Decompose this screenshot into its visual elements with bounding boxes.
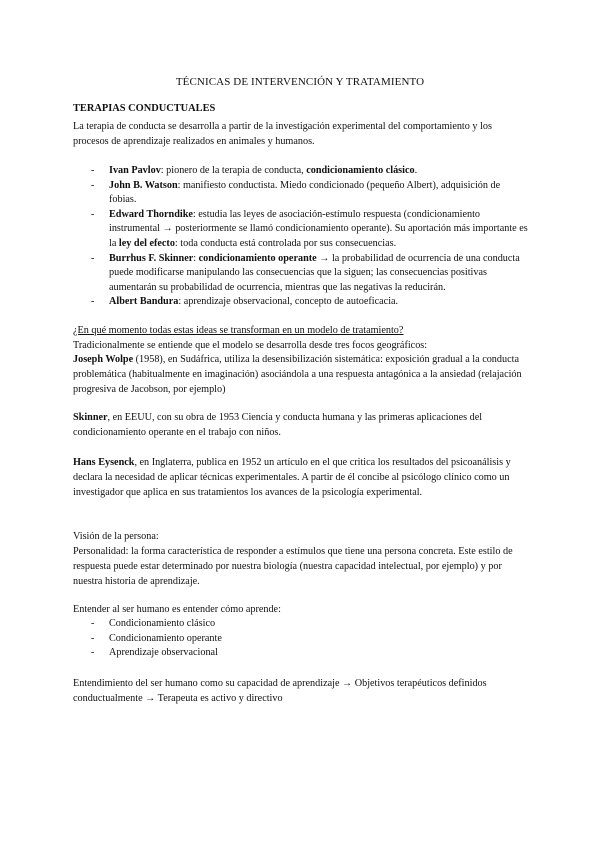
intro-paragraph: La terapia de conducta se desarrolla a partir de la investigación experimental del comportamiento y los procesos de aprendizaje realizados en animales y humanos. bbox=[73, 121, 492, 148]
list-item bbox=[73, 208, 528, 252]
pioneers-list bbox=[73, 164, 528, 310]
pioneer-name: John B. Watson bbox=[109, 179, 178, 191]
eysenck-name: Hans Eysenck bbox=[73, 457, 135, 468]
wolpe-name: Joseph Wolpe bbox=[73, 354, 134, 365]
pioneer-key-term: condicionamiento operante bbox=[198, 252, 317, 264]
pioneer-tail: . bbox=[414, 165, 418, 176]
pioneer-text: : manifiesto conductista. Miedo condicionado (pequeño Albert), adquisición de fobias. bbox=[109, 179, 501, 206]
skinner-name: Skinner bbox=[73, 412, 108, 423]
pioneer-tail: → la probabilidad de ocurrencia de una conducta puede modificarse manipulando las consecuencias que la siguen; las consecuencias positivas aumentarán su probabilidad de ocurrencia, mientras que las negativas la reducirán. bbox=[109, 252, 520, 293]
pioneer-text: : bbox=[193, 252, 199, 264]
learning-intro: Entender al ser humano es entender cómo aprende: bbox=[73, 604, 281, 615]
pioneer-key-term: condicionamiento clásico bbox=[306, 165, 415, 176]
eysenck-text: , en Inglaterra, publica en 1952 un artículo en el que critica los resultados del psicoanálisis y declara la necesidad de aplicar técnicas experimentales. A partir de él concibe al psicólogo clínico como un investigador que aplica en sus tratamientos los avances de la psicología experimental. bbox=[73, 457, 511, 499]
list-item bbox=[73, 252, 528, 296]
wolpe-paragraph bbox=[73, 352, 528, 397]
learning-list bbox=[73, 617, 528, 661]
eysenck-paragraph bbox=[73, 455, 528, 500]
list-item bbox=[73, 295, 528, 310]
pioneer-name: Ivan Pavlov bbox=[109, 165, 161, 176]
list-item: - Condicionamiento operante bbox=[73, 632, 528, 647]
section-heading: TERAPIAS CONDUCTUALES bbox=[73, 103, 216, 114]
pioneer-text: : aprendizaje observacional, concepto de autoeficacia. bbox=[178, 296, 399, 308]
list-item bbox=[73, 164, 528, 179]
list-item: - Aprendizaje observacional bbox=[73, 646, 528, 661]
conclusion-paragraph: Entendimiento del ser humano como su capacidad de aprendizaje → Objetivos terapéuticos definidos conductualmente → Terapeuta es activo y directivo bbox=[73, 678, 487, 705]
skinner-paragraph bbox=[73, 410, 528, 440]
list-item bbox=[73, 179, 528, 208]
pioneer-text: : pionero de la terapia de conducta, bbox=[160, 165, 307, 176]
pioneer-name: Edward Thorndike bbox=[109, 208, 193, 220]
wolpe-text: (1958), en Sudáfrica, utiliza la desensibilización sistemática: exposición gradual a la conducta problemática (habitualmente en imaginación) asociándola a una respuesta antagónica a la ansiedad (relajación progresiva de Jacobson, por ejemplo) bbox=[73, 354, 522, 396]
pioneer-text: : estudia las leyes de asociación-estímulo respuesta (condicionamiento instrumental → posteriormente se llamó condicionamiento operante). Su aportación más importante es la bbox=[109, 208, 528, 249]
personality-paragraph: Personalidad: la forma característica de responder a estímulos que tiene una persona concreta. Este estilo de respuesta puede estar determinado por nuestra biología (nuestra capacidad intelectual, por ejemplo) y por nuestra historia de aprendizaje. bbox=[73, 546, 513, 588]
skinner-text: , en EEUU, con su obra de 1953 Ciencia y conducta humana y las primeras aplicaciones del condicionamiento operante en el trabajo con niños. bbox=[73, 412, 483, 439]
foci-intro: Tradicionalmente se entiende que el modelo se desarrolla desde tres focos geográficos: bbox=[73, 340, 428, 351]
question-heading: ¿En qué momento todas estas ideas se transforman en un modelo de tratamiento? bbox=[73, 325, 404, 336]
list-item: - Condicionamiento clásico bbox=[73, 617, 528, 632]
document-title: TÉCNICAS DE INTERVENCIÓN Y TRATAMIENTO bbox=[175, 76, 425, 88]
pioneer-name: Burrhus F. Skinner bbox=[109, 252, 194, 264]
vision-heading: Visión de la persona: bbox=[73, 531, 159, 542]
pioneer-name: Albert Bandura bbox=[109, 296, 179, 308]
pioneer-tail: : toda conducta está controlada por sus consecuencias. bbox=[174, 237, 397, 249]
pioneer-key-term: ley del efecto bbox=[118, 237, 175, 249]
